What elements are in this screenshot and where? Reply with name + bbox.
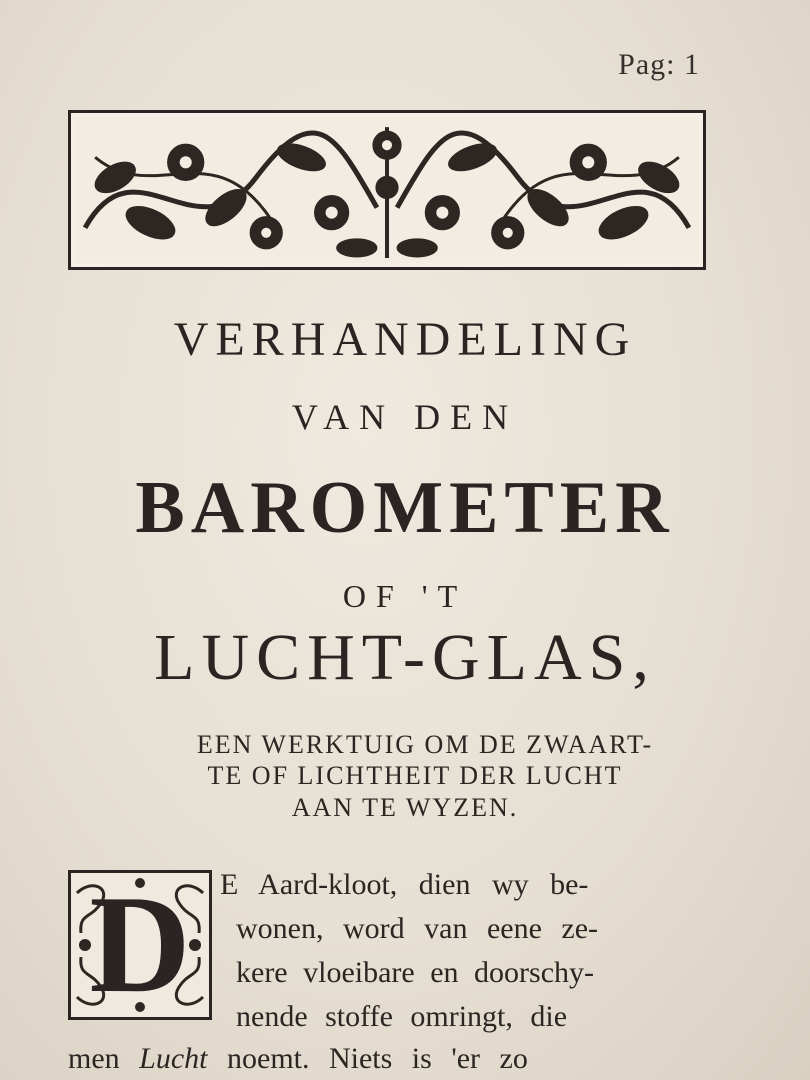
title-line-barometer: BAROMETER [135,467,675,549]
subtitle-line-3: AAN TE WYZEN. [291,793,519,822]
title-line-lucht-glas: LUCHT-GLAS, [154,621,656,694]
page-number: Pag: 1 [618,48,700,81]
floral-ornament-graphic [75,117,699,263]
decorated-initial [68,867,212,1022]
body-line-2: wonen, word van eene ze- [236,912,599,945]
body-line-5-end: noemt. Niets is 'er zo [207,1042,528,1075]
dropcap-letter: D [89,867,191,1022]
title-line-of-t: OF 'T [342,578,468,614]
body-line-5-start: men [68,1042,140,1075]
title-line-verhandeling: VERHANDELING [173,313,637,366]
word-lucht-italic: Lucht [139,1042,208,1075]
body-line-3: kere vloeibare en doorschy- [236,956,595,989]
body-line-5 [68,1042,528,1076]
subtitle-line-2: TE OF LICHTHEIT DER LUCHT [207,761,623,790]
body-line-4: nende stoffe omringt, die [236,1000,568,1033]
floral-headpiece-ornament [68,110,706,270]
title-line-van-den: VAN DEN [291,397,519,437]
body-line-1: E Aard-kloot, dien wy be- [220,868,589,901]
subtitle-line-1: EEN WERKTUIG OM DE ZWAART- [196,730,654,759]
